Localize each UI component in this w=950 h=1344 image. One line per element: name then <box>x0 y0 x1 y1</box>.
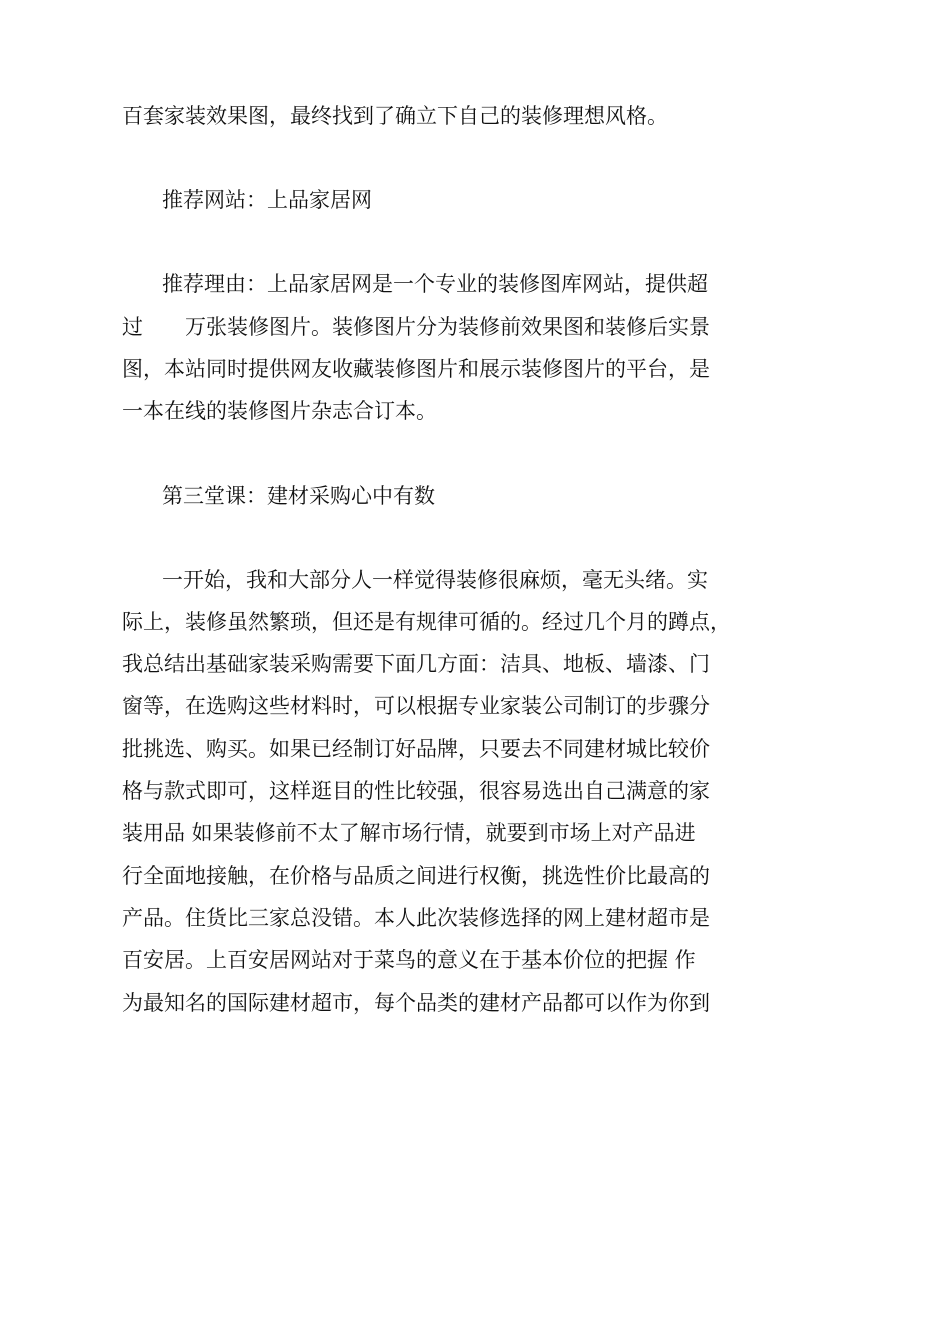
paragraph-line: 我总结出基础家装采购需要下面几方面：洁具、地板、墙漆、门 <box>122 652 710 676</box>
section-heading: 第三堂课：建材采购心中有数 <box>162 484 435 508</box>
paragraph-line: 为最知名的国际建材超市，每个品类的建材产品都可以作为你到 <box>122 991 710 1015</box>
paragraph-line: 际上，装修虽然繁琐，但还是有规律可循的。经过几个月的蹲点， <box>122 610 731 634</box>
paragraph-line: 图，本站同时提供网友收藏装修图片和展示装修图片的平台，是 <box>122 357 710 381</box>
paragraph-line: 推荐理由：上品家居网是一个专业的装修图库网站，提供超 <box>162 272 708 296</box>
paragraph-line: 百安居。上百安居网站对于菜鸟的意义在于基本价位的把握 作 <box>122 948 696 972</box>
paragraph-line: 窗等，在选购这些材料时，可以根据专业家装公司制订的步骤分 <box>122 694 710 718</box>
paragraph-line: 一本在线的装修图片杂志合订本。 <box>122 399 437 423</box>
paragraph-line: 产品。住货比三家总没错。本人此次装修选择的网上建材超市是 <box>122 906 710 930</box>
recommended-site-heading: 推荐网站：上品家居网 <box>162 188 372 212</box>
paragraph-line: 批挑选、购买。如果已经制订好品牌，只要去不同建材城比较价 <box>122 737 710 761</box>
paragraph-line: 一开始，我和大部分人一样觉得装修很麻烦，毫无头绪。实 <box>162 568 708 592</box>
paragraph-line: 行全面地接触，在价格与品质之间进行权衡，挑选性价比最高的 <box>122 864 710 888</box>
paragraph-line: 格与款式即可，这样逛目的性比较强，很容易选出自己满意的家 <box>122 779 710 803</box>
paragraph-line: 百套家装效果图，最终找到了确立下自己的装修理想风格。 <box>122 104 668 128</box>
paragraph-line: 过 万张装修图片。装修图片分为装修前效果图和装修后实景 <box>122 315 710 339</box>
paragraph-line: 装用品 如果装修前不太了解市场行情，就要到市场上对产品进 <box>122 821 696 845</box>
